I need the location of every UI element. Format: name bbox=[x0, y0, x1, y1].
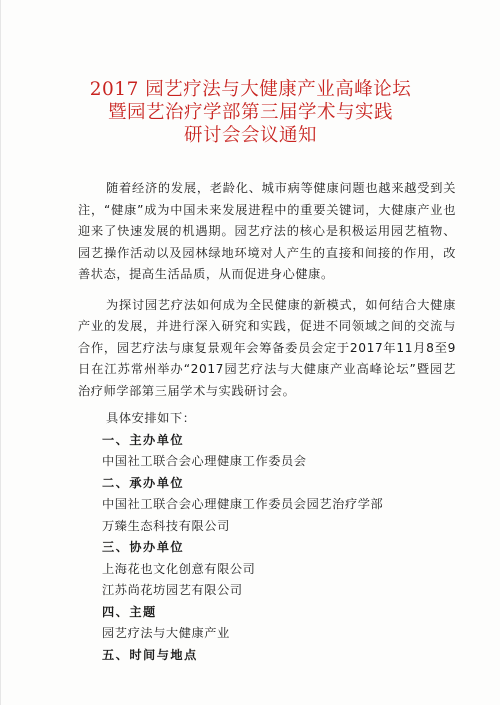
arrangement-list bbox=[78, 408, 456, 666]
section-item: 中国社工联合会心理健康工作委员会园艺治疗学部 bbox=[102, 497, 384, 511]
section-heading-theme: 四、主题 bbox=[102, 604, 157, 619]
section-heading-undertaker: 二、承办单位 bbox=[102, 475, 185, 490]
section-item: 江苏尚花坊园艺有限公司 bbox=[102, 583, 243, 597]
title-line-1: 2017 园艺疗法与大健康产业高峰论坛 bbox=[89, 79, 412, 100]
section-item: 万臻生态科技有限公司 bbox=[102, 518, 230, 533]
notice-title bbox=[1, 78, 500, 147]
section-heading-organizer: 一、主办单位 bbox=[102, 432, 185, 447]
arrangement-intro: 具体安排如下： bbox=[106, 411, 196, 425]
title-line-2: 暨园艺治疗学部第三届学术与实践 bbox=[107, 102, 393, 123]
section-item: 园艺疗法与大健康产业 bbox=[102, 626, 230, 640]
section-heading-co-organizer: 三、协办单位 bbox=[102, 540, 185, 554]
paragraph-background: 随着经济的发展，老龄化、城市病等健康问题也越来越受到关注，“健康”成为中国未来发展进程中的重要关键词，大健康产业也迎来了快速发展的机遇期。园艺疗法的核心是积极运用园艺植物、园艺操作活动以及园林绿地环境对人产生的直接和间接的作用，改善状态，提高生活品质，从而促进身心健康。 bbox=[78, 181, 456, 281]
section-item: 上海花也文化创意有限公司 bbox=[102, 561, 256, 576]
section-item: 中国社工联合会心理健康工作委员会 bbox=[102, 454, 307, 468]
title-line-3: 研讨会会议通知 bbox=[183, 125, 317, 146]
paragraph-purpose: 为探讨园艺疗法如何成为全民健康的新模式，如何结合大健康产业的发展，并进行深入研究和实践，促进不同领域之间的交流与合作，园艺疗法与康复景观年会筹备委员会定于2017年11月8至9日在江苏常州举办“2017园艺疗法与大健康产业高峰论坛”暨园艺治疗师学部第三届学术与实践研讨会。 bbox=[78, 297, 456, 398]
notice-body bbox=[78, 178, 456, 666]
section-heading-time-place: 五、时间与地点 bbox=[102, 647, 198, 662]
